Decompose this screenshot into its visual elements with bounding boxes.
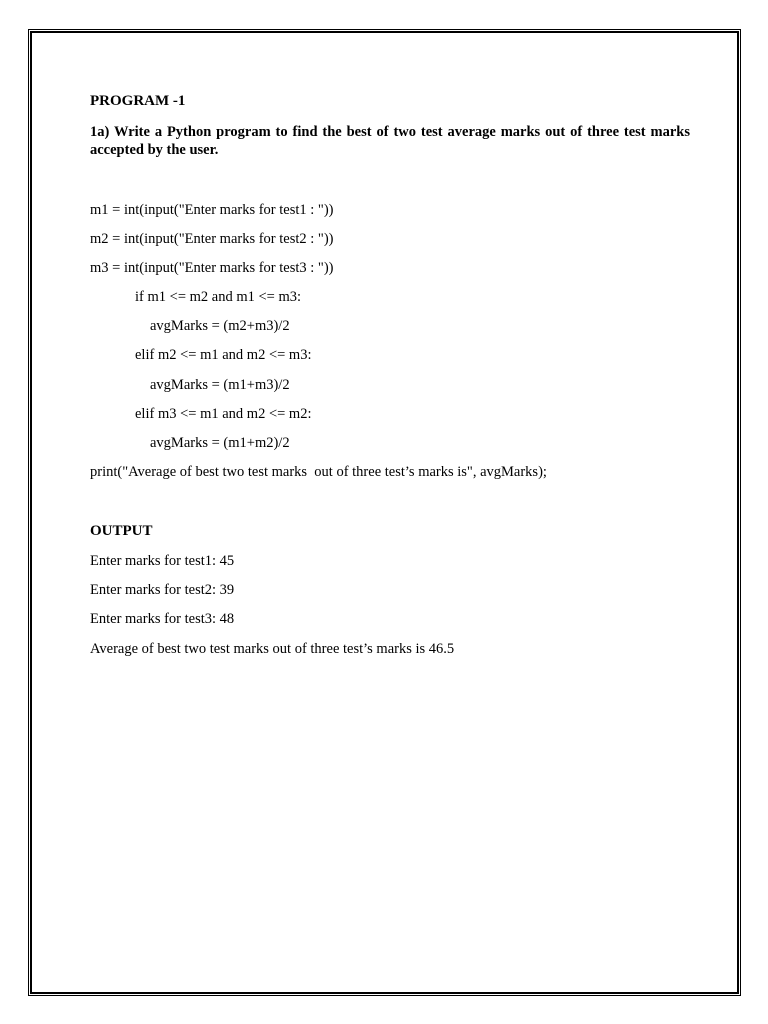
code-line: avgMarks = (m2+m3)/2 bbox=[150, 318, 290, 334]
code-line: m3 = int(input("Enter marks for test3 : ")) bbox=[90, 260, 334, 276]
code-line: elif m3 <= m1 and m2 <= m2: bbox=[135, 406, 312, 422]
code-line: elif m2 <= m1 and m2 <= m3: bbox=[135, 347, 312, 363]
program-heading: PROGRAM -1 bbox=[90, 93, 186, 109]
code-line: avgMarks = (m1+m3)/2 bbox=[150, 377, 290, 393]
output-line: Enter marks for test2: 39 bbox=[90, 582, 235, 598]
output-line: Enter marks for test1: 45 bbox=[90, 553, 235, 569]
output-line: Average of best two test marks out of three test’s marks is 46.5 bbox=[90, 641, 455, 657]
question-text: 1a) Write a Python program to find the best of two test average marks out of three test marks accepted by the user. bbox=[90, 124, 690, 158]
code-line: print("Average of best two test marks out of three test’s marks is", avgMarks); bbox=[90, 464, 547, 480]
output-heading: OUTPUT bbox=[90, 523, 153, 539]
code-line: m2 = int(input("Enter marks for test2 : ")) bbox=[90, 231, 334, 247]
code-line: avgMarks = (m1+m2)/2 bbox=[150, 435, 290, 451]
code-line: m1 = int(input("Enter marks for test1 : ")) bbox=[90, 202, 334, 218]
page-border bbox=[30, 31, 739, 994]
output-line: Enter marks for test3: 48 bbox=[90, 611, 235, 627]
code-line: if m1 <= m2 and m1 <= m3: bbox=[135, 289, 302, 305]
